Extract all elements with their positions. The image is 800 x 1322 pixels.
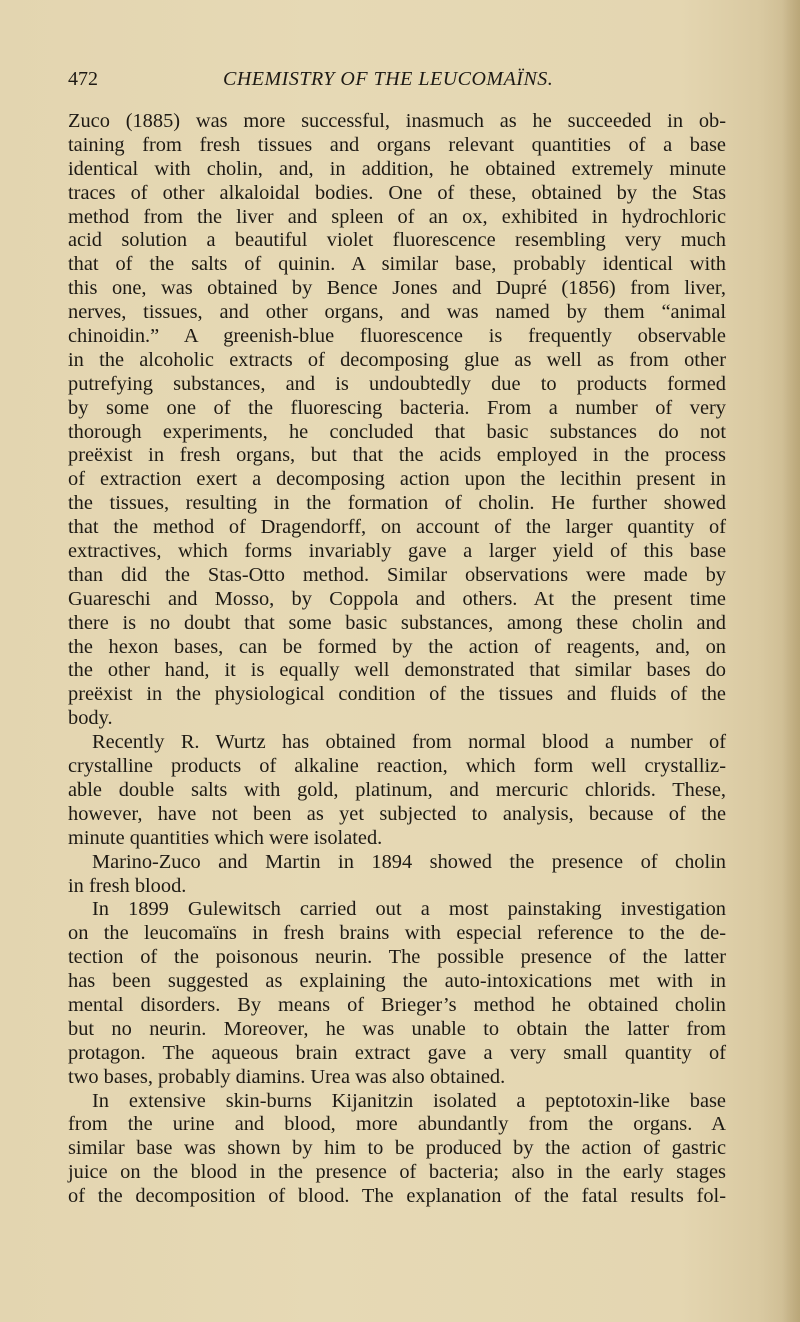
paragraph <box>68 1090 726 1209</box>
text-line: there is no doubt that some basic substances, among these cholin and <box>68 611 726 634</box>
paragraph <box>68 731 726 850</box>
text-line: that the method of Dragendorff, on account of the larger quantity of <box>68 516 726 539</box>
text-line: the hexon bases, can be formed by the action of reagents, and, on <box>68 635 726 658</box>
text-line: from the urine and blood, more abundantly from the organs. A <box>68 1113 726 1136</box>
running-title: CHEMISTRY OF THE LEUCOMAÏNS. <box>223 68 554 90</box>
text-line: but no neurin. Moreover, he was unable to obtain the latter from <box>68 1017 726 1040</box>
text-line: method from the liver and spleen of an ox, exhibited in hydrochloric <box>68 205 726 228</box>
text-line: protagon. The aqueous brain extract gave a very small quantity of <box>68 1041 726 1064</box>
text-line: has been suggested as explaining the auto-intoxications met with in <box>68 970 726 993</box>
text-line: preëxist in the physiological condition of the tissues and fluids of the <box>68 683 726 706</box>
text-line: in the alcoholic extracts of decomposing glue as well as from other <box>68 348 726 371</box>
page-number: 472 <box>68 68 98 90</box>
page-edge-shadow <box>782 0 800 1322</box>
text-line: the other hand, it is equally well demonstrated that similar bases do <box>68 659 726 682</box>
paragraph <box>68 110 726 731</box>
text-line: Marino-Zuco and Martin in 1894 showed the presence of cholin <box>92 850 726 873</box>
text-line: on the leucomaïns in fresh brains with especial reference to the de- <box>68 922 726 945</box>
text-line: similar base was shown by him to be produced by the action of gastric <box>68 1137 726 1160</box>
text-line: nerves, tissues, and other organs, and was named by them “animal <box>68 301 726 324</box>
text-line: putrefying substances, and is undoubtedly due to products formed <box>68 372 726 395</box>
text-line: In 1899 Gulewitsch carried out a most painstaking investigation <box>92 898 726 921</box>
text-line: able double salts with gold, platinum, and mercuric chlorids. These, <box>68 778 726 801</box>
text-line: crystalline products of alkaline reaction, which form well crystalliz- <box>68 755 726 778</box>
paragraph <box>68 851 726 899</box>
text-line: by some one of the fluorescing bacteria. From a number of very <box>68 396 726 419</box>
text-line: preëxist in fresh organs, but that the acids employed in the process <box>68 444 726 467</box>
body-text <box>68 110 726 1209</box>
text-line: Guareschi and Mosso, by Coppola and others. At the present time <box>68 587 726 610</box>
text-line: thorough experiments, he concluded that basic substances do not <box>68 420 726 443</box>
text-line: traces of other alkaloidal bodies. One of these, obtained by the Stas <box>68 181 726 204</box>
text-line: two bases, probably diamins. Urea was also obtained. <box>68 1065 506 1088</box>
text-line: juice on the blood in the presence of bacteria; also in the early stages <box>68 1161 726 1184</box>
text-line: extractives, which forms invariably gave a larger yield of this base <box>68 540 726 563</box>
text-line: Recently R. Wurtz has obtained from normal blood a number of <box>92 731 726 754</box>
text-line: mental disorders. By means of Brieger’s method he obtained cholin <box>68 993 726 1016</box>
text-line: in fresh blood. <box>68 874 187 897</box>
text-line: body. <box>68 707 113 730</box>
text-line: In extensive skin-burns Kijanitzin isolated a peptotoxin-like base <box>92 1089 726 1112</box>
text-line: however, have not been as yet subjected to analysis, because of the <box>68 802 726 825</box>
paragraph <box>68 898 726 1089</box>
text-line: identical with cholin, and, in addition, he obtained extremely minute <box>68 157 726 180</box>
text-line: this one, was obtained by Bence Jones and Dupré (1856) from liver, <box>68 277 726 300</box>
text-line: minute quantities which were isolated. <box>68 826 383 849</box>
text-line: acid solution a beautiful violet fluorescence resembling very much <box>68 229 726 252</box>
text-line: the tissues, resulting in the formation of cholin. He further showed <box>68 492 726 515</box>
text-line: of the decomposition of blood. The explanation of the fatal results fol- <box>68 1185 726 1208</box>
running-head <box>68 66 728 92</box>
text-line: chinoidin.” A greenish-blue fluorescence is frequently observable <box>68 325 726 348</box>
text-line: taining from fresh tissues and organs relevant quantities of a base <box>68 133 726 156</box>
text-line: tection of the poisonous neurin. The possible presence of the latter <box>68 946 726 969</box>
text-line: that of the salts of quinin. A similar base, probably identical with <box>68 253 726 276</box>
text-line: than did the Stas-Otto method. Similar observations were made by <box>68 563 726 586</box>
text-line: of extraction exert a decomposing action upon the lecithin present in <box>68 468 726 491</box>
text-line: Zuco (1885) was more successful, inasmuch as he succeeded in ob- <box>68 110 726 132</box>
